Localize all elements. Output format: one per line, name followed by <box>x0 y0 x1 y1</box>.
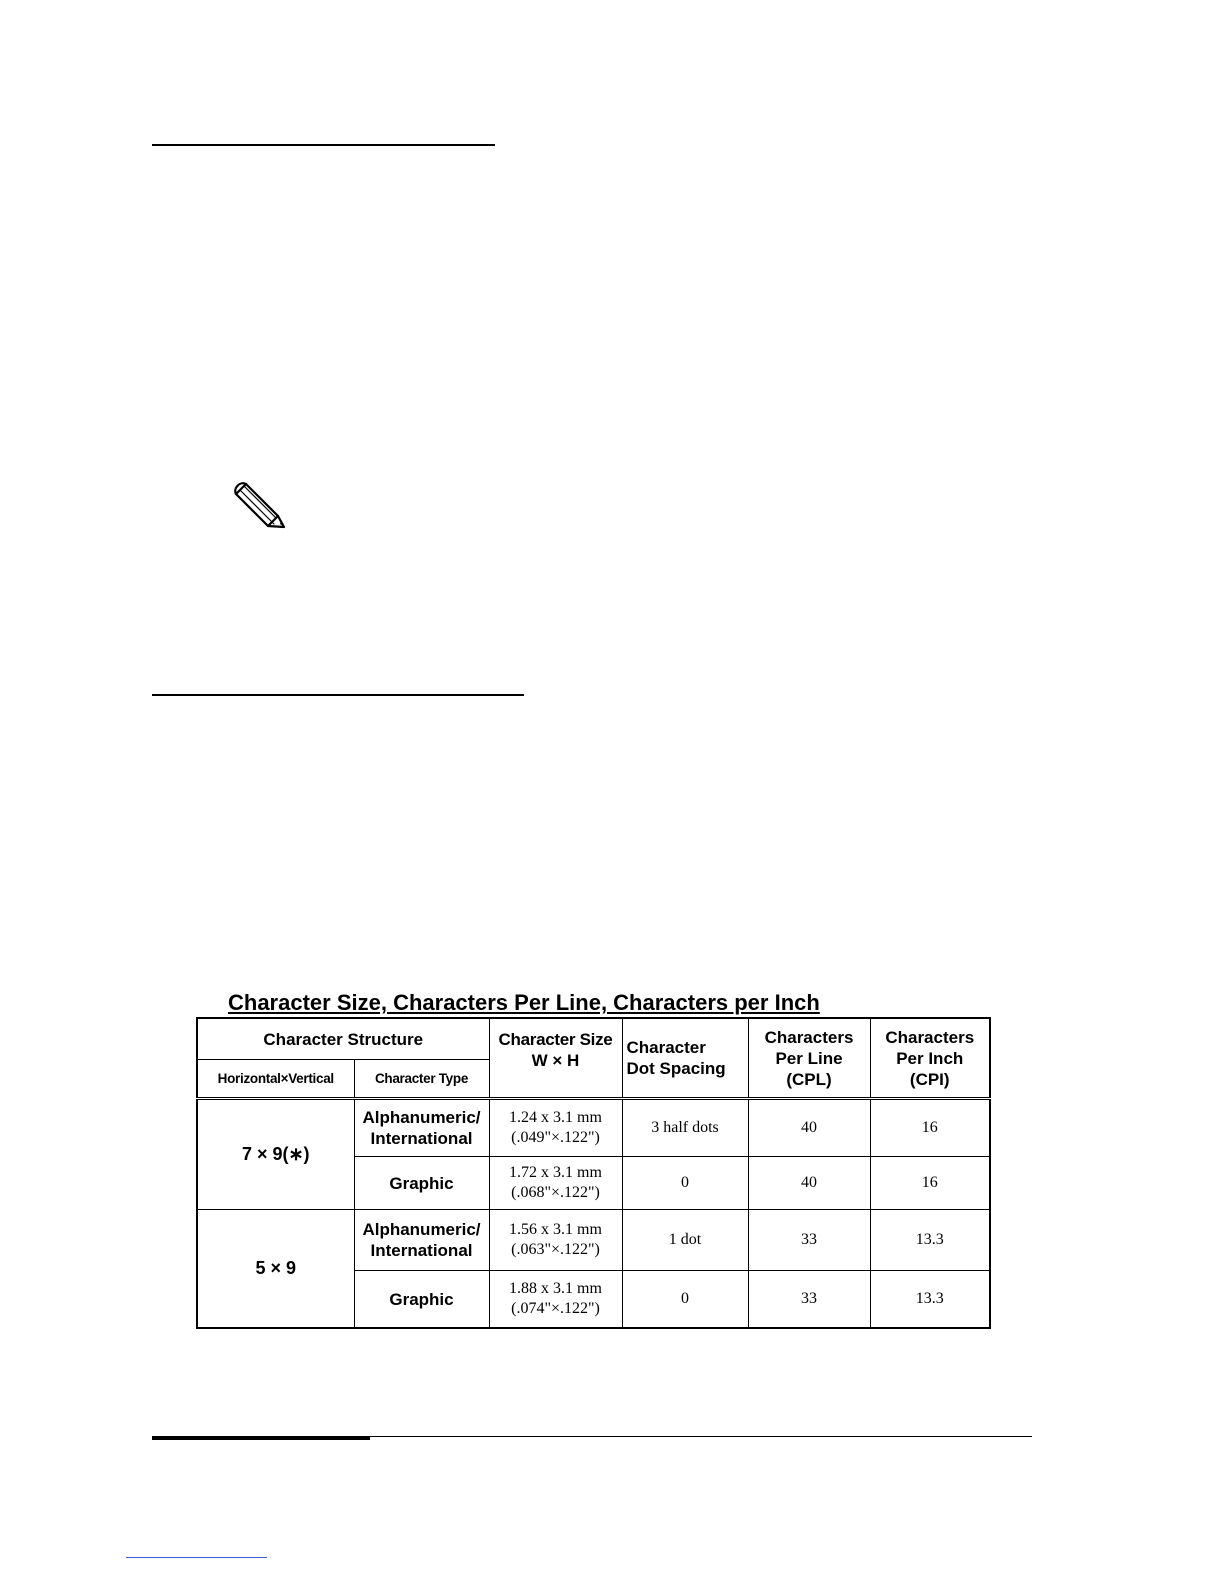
character-size-cell <box>489 1271 622 1329</box>
character-type-cell <box>354 1099 489 1157</box>
cpl-cell: 33 <box>748 1210 870 1271</box>
character-size-line2: (.049"×.122") <box>511 1129 600 1146</box>
section-rule-top <box>152 144 495 146</box>
header-character-structure: Character Structure <box>197 1018 489 1060</box>
character-type-line1: Alphanumeric/ <box>362 1220 481 1239</box>
cpl-cell: 40 <box>748 1157 870 1210</box>
character-type-line2: International <box>370 1241 473 1260</box>
cpl-cell: 40 <box>748 1099 870 1157</box>
character-size-line1: 1.88 x 3.1 mm <box>509 1280 602 1297</box>
header-cpi-line1: Characters <box>885 1027 975 1047</box>
cpi-cell: 16 <box>870 1157 990 1210</box>
header-dot-spacing <box>622 1018 748 1099</box>
matrix-cell: 7 × 9(∗) <box>197 1099 354 1210</box>
character-type-line2: International <box>370 1129 473 1148</box>
header-dot-spacing-line2: Dot Spacing <box>626 1059 726 1078</box>
dot-spacing-cell: 1 dot <box>622 1210 748 1271</box>
dot-spacing-cell: 3 half dots <box>622 1099 748 1157</box>
cpl-cell: 33 <box>748 1271 870 1329</box>
matrix-cell: 5 × 9 <box>197 1210 354 1329</box>
character-size-cell <box>489 1099 622 1157</box>
character-size-line2: (.074"×.122") <box>511 1300 600 1317</box>
header-character-type: Character Type <box>354 1060 489 1099</box>
cpi-cell: 13.3 <box>870 1271 990 1329</box>
page-bottom-rule <box>126 1557 267 1558</box>
header-cpi <box>870 1018 990 1099</box>
character-type-line1: Alphanumeric/ <box>362 1108 481 1127</box>
table-row <box>197 1210 990 1271</box>
header-character-size-line1: Character Size <box>498 1030 613 1049</box>
footer-rule-long <box>152 1436 1032 1437</box>
header-cpi-line3: (CPI) <box>909 1069 950 1089</box>
header-dot-spacing-line1: Character <box>626 1038 706 1057</box>
character-type-cell: Graphic <box>354 1271 489 1329</box>
header-cpl-line2: Per Line <box>775 1048 843 1068</box>
character-size-line1: 1.72 x 3.1 mm <box>509 1164 602 1181</box>
header-cpl <box>748 1018 870 1099</box>
character-size-cell <box>489 1157 622 1210</box>
character-size-line1: 1.56 x 3.1 mm <box>509 1221 602 1238</box>
cpi-cell: 16 <box>870 1099 990 1157</box>
table-title: Character Size, Characters Per Line, Characters per Inch <box>228 990 820 1015</box>
cpi-cell: 13.3 <box>870 1210 990 1271</box>
header-horizontal-vertical: Horizontal×Vertical <box>197 1060 354 1099</box>
table-row <box>197 1099 990 1157</box>
header-character-size <box>489 1018 622 1099</box>
character-size-cell <box>489 1210 622 1271</box>
dot-spacing-cell: 0 <box>622 1157 748 1210</box>
character-type-cell: Graphic <box>354 1157 489 1210</box>
header-cpl-line3: (CPL) <box>786 1069 832 1089</box>
header-cpl-line1: Characters <box>764 1027 854 1047</box>
character-size-table <box>196 1017 991 1329</box>
footer-rule-short <box>152 1437 370 1440</box>
header-character-size-line2: W × H <box>531 1051 580 1070</box>
section-rule-middle <box>152 694 524 696</box>
dot-spacing-cell: 0 <box>622 1271 748 1329</box>
header-cpi-line2: Per Inch <box>896 1048 964 1068</box>
character-size-line2: (.068"×.122") <box>511 1184 600 1201</box>
pencil-note-icon <box>232 480 288 530</box>
character-type-cell <box>354 1210 489 1271</box>
character-size-line2: (.063"×.122") <box>511 1241 600 1258</box>
character-size-line1: 1.24 x 3.1 mm <box>509 1109 602 1126</box>
